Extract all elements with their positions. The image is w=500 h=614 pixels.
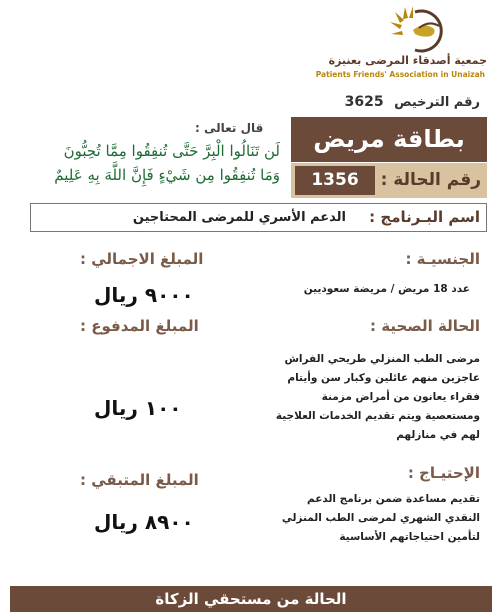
program-box bbox=[30, 203, 487, 232]
verse-line-2: وَمَا تُنفِقُوا مِن شَيْءٍ فَإِنَّ اللَّهَ بِهِ عَلِيمٌ bbox=[54, 166, 280, 184]
license-line bbox=[345, 94, 480, 110]
card-title: بطاقة مريض bbox=[291, 117, 487, 162]
program-label: اسم البـرنامج : bbox=[369, 208, 480, 226]
total-amount-label: المبلغ الاجمالي : bbox=[80, 250, 204, 268]
org-name-english: Patients Friends' Association in Unaizah bbox=[315, 70, 485, 79]
nationality-label: الجنسيـة : bbox=[405, 250, 480, 268]
need-text: تقديم مساعدة ضمن برنامج الدعم النقدي الشهري لمرضى الطب المنزلي لتأمين احتياجاتهم الأساسية bbox=[281, 493, 480, 543]
license-number: 3625 bbox=[344, 94, 384, 110]
nationality-text: عدد 18 مريض / مريضة سعوديين bbox=[303, 283, 470, 295]
org-name-arabic: جمعية أصدقاء المرضى بعنيزة bbox=[328, 54, 487, 67]
paid-amount-label: المبلغ المدفوع : bbox=[80, 317, 199, 335]
remaining-amount-value: ٨٩٠٠ ريال bbox=[94, 510, 194, 534]
health-status-text: مرضى الطب المنزلي طريحي الفراش عاجزين منهم عائلين وكبار سن وأيتام فقراء يعانون من أمراض مزمنة ومستعصية ويتم تقديم الخدمات العلاجية لهم في منازلهم bbox=[275, 353, 480, 441]
paid-amount-value: ١٠٠ ريال bbox=[94, 396, 182, 420]
case-number-label: رقم الحالة : bbox=[380, 170, 481, 190]
license-label: رقم الترخيص bbox=[394, 95, 480, 110]
case-number-row bbox=[291, 163, 487, 198]
health-status-label: الحالة الصحية : bbox=[370, 317, 480, 335]
org-logo bbox=[315, 4, 495, 84]
total-amount-value: ٩٠٠٠ ريال bbox=[94, 283, 194, 307]
verse-line-1: لَن تَنَالُوا الْبِرَّ حَتَّى تُنفِقُوا مِمَّا تُحِبُّونَ bbox=[63, 142, 280, 160]
handshake-emblem-icon bbox=[385, 4, 455, 54]
need-label: الإحتيـاج : bbox=[407, 464, 480, 482]
program-value: الدعم الأسري للمرضى المحتاجين bbox=[132, 210, 346, 225]
case-number-value: 1356 bbox=[295, 166, 375, 195]
verse-intro: قال تعالى : bbox=[195, 121, 264, 135]
remaining-amount-label: المبلغ المتبقي : bbox=[80, 471, 199, 489]
zakat-eligible-banner: الحالة من مستحقي الزكاة bbox=[10, 586, 492, 612]
